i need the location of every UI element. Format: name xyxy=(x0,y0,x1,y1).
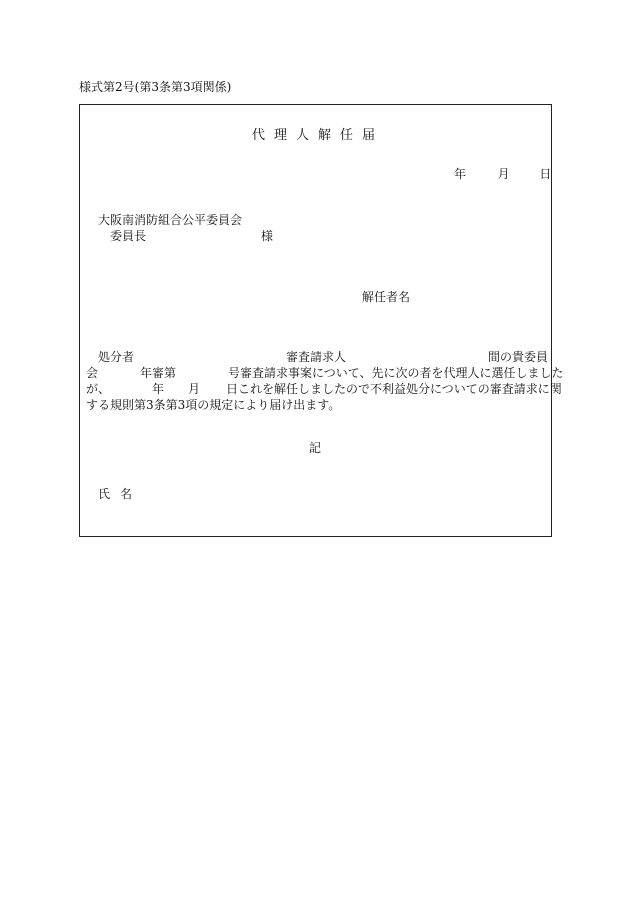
honorific-label: 様 xyxy=(261,229,274,243)
respondent-label: 処分者 xyxy=(98,350,135,364)
date-year-label: 年 xyxy=(454,167,467,181)
dismisser-name-label: 解任者名 xyxy=(362,290,411,304)
addressee-name: 大阪南消防組合公平委員会 xyxy=(98,213,243,227)
chairperson-label: 委員長 xyxy=(110,229,147,243)
between-label: 間の貴委員 xyxy=(488,350,549,364)
dismissal-year-label: 年 xyxy=(152,382,165,396)
date-row xyxy=(454,165,551,182)
record-heading: 記 xyxy=(309,441,322,455)
name-label: 氏名 xyxy=(98,487,143,501)
dismissal-month-label: 月 xyxy=(188,382,201,396)
appellant-label: 審査請求人 xyxy=(286,350,347,364)
document-title: 代理人解任届 xyxy=(252,128,385,143)
date-day-label: 日 xyxy=(539,167,552,181)
date-month-label: 月 xyxy=(497,167,510,181)
form-number-label: 様式第2号(第3条第3項関係) xyxy=(79,80,232,94)
case-year-label: 年審第 xyxy=(140,366,177,380)
form-frame: 代理人解任届 年 月 日 大阪南消防組合公平委員会 委員長 様 解任者名 処分者 審査請求人 間の貴委員 会 年審第 号審査請求事案について、先に次の者を代理人に選任しました が、 年 月 日これを解任しましたので不利益処分についての審査請求に関 する規則第3条第3項の規定により届け出ます。 記 氏名 xyxy=(79,104,552,537)
